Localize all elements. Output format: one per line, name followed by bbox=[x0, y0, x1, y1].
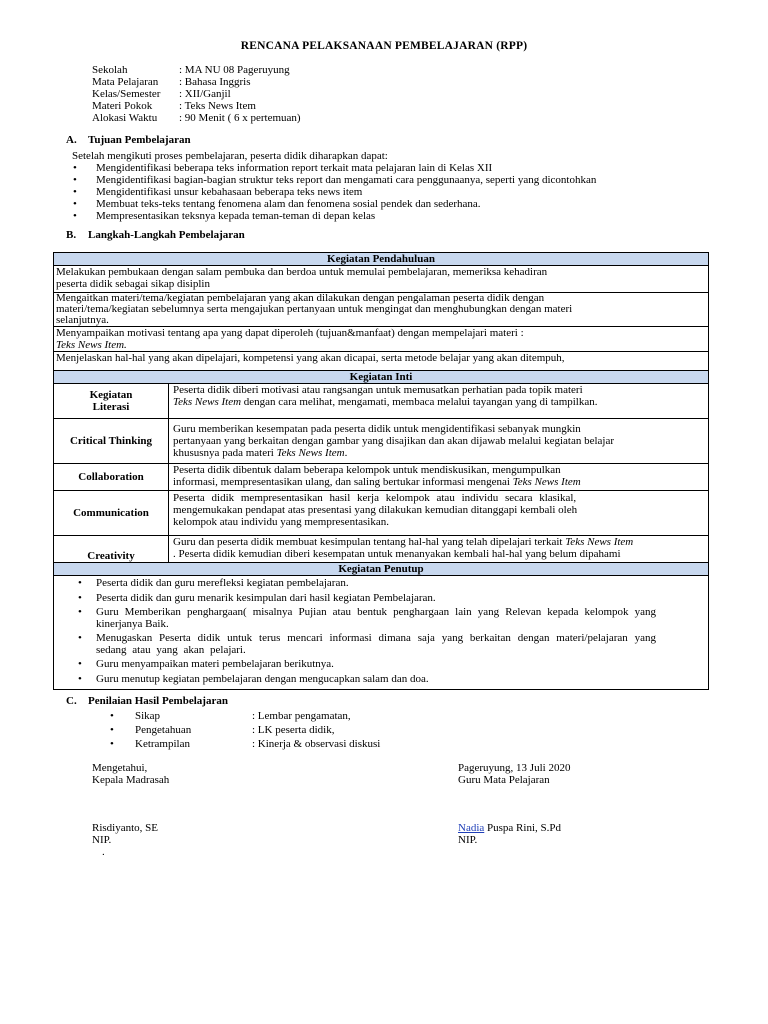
info-row-school bbox=[92, 64, 301, 76]
table-row: Creativity Guru dan peserta didik membuat kesimpulan tentang hal-hal yang telah dipelajari terkait Teks News Item . Peserta didik kemudian diberi kesempatan untuk menanyakan kembali hal-hal yang belum dipahami bbox=[54, 536, 709, 563]
bullet: • bbox=[73, 198, 77, 210]
signature-left: Mengetahui, Kepala Madrasah Risdiyanto, SE NIP. . bbox=[92, 762, 170, 858]
list-item: • Mengidentifikasi bagian-bagian struktur teks report dan mengamati cara penggunaanya, seperti yang dicontohkan bbox=[73, 174, 597, 186]
section-a-heading bbox=[66, 134, 191, 146]
list-item: • Guru menutup kegiatan pembelajaran dengan mengucapkan salam dan doa. bbox=[78, 672, 429, 685]
signature-right: Pageruyung, 13 Juli 2020 Guru Mata Pelajaran Nadia Puspa Rini, S.Pd NIP. bbox=[458, 762, 571, 846]
section-c-heading bbox=[66, 695, 228, 707]
section-title: Penilaian Hasil Pembelajaran bbox=[88, 695, 228, 707]
activity-label: Communication bbox=[54, 491, 169, 536]
activity-label: Kegiatan Literasi bbox=[54, 384, 169, 419]
list-item: • Guru Memberikan penghargaan( misalnya Pujian atau bentuk penghargaan lain yang Relevan kepada kelompok yang kinerjanya Baik. bbox=[78, 606, 656, 630]
table-section-header: Kegiatan Pendahuluan bbox=[54, 253, 709, 266]
info-label: Alokasi Waktu bbox=[92, 112, 158, 124]
info-label: Kelas/Semester bbox=[92, 88, 161, 100]
table-section-header: Kegiatan Inti bbox=[54, 371, 709, 384]
section-title: Langkah-Langkah Pembelajaran bbox=[88, 229, 245, 241]
list-item: • Mempresentasikan teksnya kepada teman-teman di depan kelas bbox=[73, 210, 376, 222]
info-row-time bbox=[92, 112, 301, 124]
info-value: : XII/Ganjil bbox=[179, 88, 231, 100]
closing-list bbox=[56, 576, 706, 689]
name-link[interactable]: Nadia bbox=[458, 822, 485, 834]
info-value: : 90 Menit ( 6 x pertemuan) bbox=[179, 112, 301, 124]
table-row: Communication Peserta didik mempresentasikan hasil kerja kelompok atau individu secara klasikal, mengemukakan pendapat atas presentasi yang dilakukan kemudian ditanggapi kembali oleh kelompok atau individu yang mempresentasikan. bbox=[54, 491, 709, 536]
list-item: • Peserta didik dan guru menarik kesimpulan dari hasil kegiatan Pembelajaran. bbox=[78, 591, 436, 604]
list-item: • Menugaskan Peserta didik untuk terus mencari informasi dimana saja yang berkaitan dengan materi/pelajaran yang sedang atau yang akan pelajari. bbox=[78, 632, 656, 656]
list-item: • Guru menyampaikan materi pembelajaran berikutnya. bbox=[78, 658, 334, 670]
activity-label: Creativity bbox=[54, 536, 169, 563]
table-row: Collaboration Peserta didik dibentuk dalam beberapa kelompok untuk mendiskusikan, mengumpulkan informasi, mempresentasikan ulang, dan saling bertukar informasi mengenai Teks News Item bbox=[54, 464, 709, 491]
list-item: • Pengetahuan : LK peserta didik, bbox=[110, 724, 335, 736]
info-label: Sekolah bbox=[92, 64, 128, 76]
activity-label: Critical Thinking bbox=[54, 419, 169, 464]
list-item: • Peserta didik dan guru merefleksi kegiatan pembelajaran. bbox=[78, 577, 349, 589]
bullet: • bbox=[73, 210, 77, 222]
section-b-heading bbox=[66, 229, 245, 241]
table-row: Kegiatan Literasi Peserta didik diberi motivasi atau rangsangan untuk memusatkan perhatian pada topik materi Teks News Item dengan cara melihat, mengamati, membaca melalui tayangan yang di tampilkan. bbox=[54, 384, 709, 419]
list-item: • Mengidentifikasi beberapa teks information report terkait mata pelajaran lain di Kelas XII bbox=[73, 162, 493, 174]
info-label: Materi Pokok bbox=[92, 100, 153, 112]
bullet: • bbox=[73, 162, 77, 174]
section-a-intro: Setelah mengikuti proses pembelajaran, peserta didik diharapkan dapat: bbox=[72, 150, 388, 162]
table-row: Critical Thinking Guru memberikan kesempatan pada peserta didik untuk mengidentifikasi sebanyak mungkin pertanyaan yang berkaitan dengan gambar yang disajikan dan akan dijawab melalui kegiatan belajar khususnya pada materi Teks News Item. bbox=[54, 419, 709, 464]
table-row: Mengaitkan materi/tema/kegiatan pembelajaran yang akan dilakukan dengan pengalaman peserta didik dengan materi/tema/kegiatan sebelumnya serta mengajukan pertanyaan untuk mengingat dan menghubungkan dengan materi selanjutnya. bbox=[54, 293, 709, 327]
info-value: : Bahasa Inggris bbox=[179, 76, 251, 88]
activity-label: Collaboration bbox=[54, 464, 169, 491]
list-item: • Sikap : Lembar pengamatan, bbox=[110, 710, 351, 722]
bullet: • bbox=[73, 186, 77, 198]
info-row-topic bbox=[92, 100, 301, 112]
section-letter: A. bbox=[66, 134, 77, 146]
info-label: Mata Pelajaran bbox=[92, 76, 159, 88]
assessment-list bbox=[110, 709, 380, 751]
info-value: : Teks News Item bbox=[179, 100, 256, 112]
list-item: • Ketrampilan : Kinerja & observasi diskusi bbox=[110, 738, 381, 750]
section-letter: B. bbox=[66, 229, 77, 241]
table-section-header: Kegiatan Penutup bbox=[54, 563, 709, 576]
learning-steps-table bbox=[53, 252, 709, 690]
info-row-class bbox=[92, 88, 301, 100]
objectives-list bbox=[70, 162, 730, 222]
table-row: Menyampaikan motivasi tentang apa yang dapat diperoleh (tujuan&manfaat) dengan mempelajari materi : Teks News Item. bbox=[54, 327, 709, 352]
table-row: Menjelaskan hal-hal yang akan dipelajari, kompetensi yang akan dicapai, serta metode belajar yang akan ditempuh, bbox=[54, 352, 709, 371]
table-row bbox=[54, 576, 709, 690]
table-row: Melakukan pembukaan dengan salam pembuka dan berdoa untuk memulai pembelajaran, memeriksa kehadiran peserta didik sebagai sikap disiplin bbox=[54, 266, 709, 293]
info-row-subject bbox=[92, 76, 301, 88]
document-title: RENCANA PELAKSANAAN PEMBELAJARAN (RPP) bbox=[240, 40, 528, 52]
list-item: • Membuat teks-teks tentang fenomena alam dan fenomena sosial pendek dan sederhana. bbox=[73, 198, 481, 210]
list-item: • Mengidentifikasi unsur kebahasaan beberapa teks news item bbox=[73, 186, 363, 198]
bullet: • bbox=[73, 174, 77, 186]
identity-block bbox=[92, 64, 301, 124]
info-value: : MA NU 08 Pageruyung bbox=[179, 64, 290, 76]
section-letter: C. bbox=[66, 695, 77, 707]
section-title: Tujuan Pembelajaran bbox=[88, 134, 191, 146]
